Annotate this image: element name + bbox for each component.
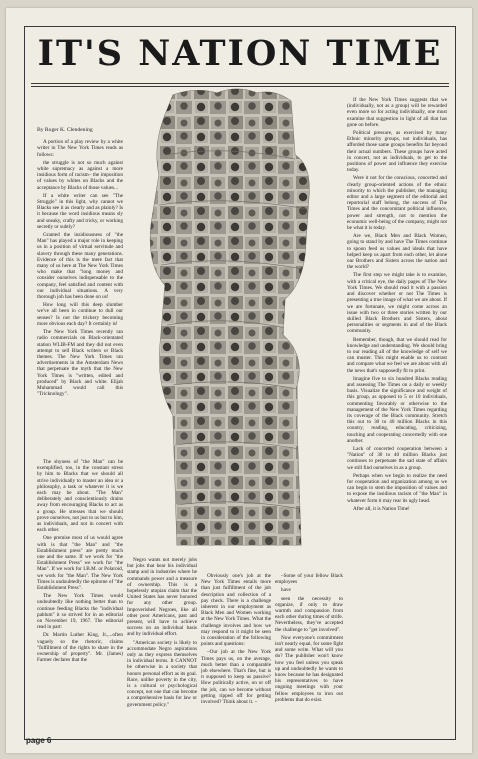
paragraph: If the New York Times suggests that we (individually, not as a group) will be rewarded even more so for acting individually, one must examine that suggestion in light of all that has gone on before. [347, 97, 447, 128]
headline-rule [31, 83, 449, 84]
paragraph: Imagine five to six hundred Blacks reading and assessing The Times on a daily or weekly basis. Visualize the significance and weight of this group, as opposed to 5 or 10 individuals, commenting favorably or otherwise to the management of the New York Times regarding its coverage of the Black community. Stretch this out to 30 to 40 million Blacks in this country, reading, educating, criticizing, touching and cooperating concertedly with one another. [347, 375, 447, 444]
paragraph: The shyness of "the Man" can be exemplified, too, in the constant stress by him to Blacks that we should all strive individually to master an idea or a philosophy, a task or whatever it is we each may be about. "The Man" deliberately and conscientiously drains away from encouraging Blacks to act as a group. He stresses that we should prove ourselves, not just to us but to him, as individuals, and not in concert with each other. [37, 459, 123, 534]
article-column-left-lower [37, 459, 123, 734]
paragraph: seen the necessity to organize, if only to draw warmth and compassion from each other during times of strife. Nevertheless, they've accepted the challenge to "get involved". [275, 595, 343, 633]
article-column-bottom-3 [275, 573, 343, 734]
article-column-bottom-2 [201, 573, 271, 734]
paragraph: A portion of a play review by a white writer in The New York Times reads as follows: [37, 139, 123, 158]
paragraph: have [281, 587, 291, 594]
raised-fist-photo-collage [125, 85, 345, 555]
paragraph: –Some of your fellow Black employees [275, 573, 343, 586]
paragraph: Dr. Martin Luther King, Jr.,...often vaguely so the rhetoric, claims "fulfillment of the rights to share in the ownership of property". Mr. (James) Farmer declares that the [37, 632, 123, 664]
article-column-left [37, 127, 123, 457]
paragraph: Lack of concerted cooperation between a "Nation" of 30 to 40 million Blacks just continues to perpetuate the sad state of affairs we still find ourselves in as a group. [347, 445, 447, 471]
paragraph: the struggle is not so much against white supremacy as against a more insidious form of racism– the imposition of values by whites on Blacks and the acceptance by Blacks of those values... [37, 159, 123, 191]
paragraph: Granted the insidiousness of "the Man" has played a major role in keeping us in a position of virtual servitude and slavery through these many generations. Evidence of this is the mere fact that many of us here at The New York Times who make that "long money and consider ourselves indispensable to the company, feel satisfied and content with our individual situations. A very thorough job has been done on us! [37, 232, 123, 301]
newspaper-page [6, 8, 472, 753]
paragraph: Are we, Black Men and Black Women, going to stand by and have The Times continue to spoon feed us values and ideals that have helped keep us apart from each other, let alone our Brothers and Sisters across the nation and the world? [347, 233, 447, 271]
paragraph: If a white writer can see "The Struggle" in this light, why cannot we Blacks see it as clearly and as plainly? Is it because the word insidious means sly and sneaky, crafty and tricky, or working secretly or subtly? [37, 192, 123, 230]
paragraph: After all, it is Nation Time! [353, 505, 410, 512]
article-column-bottom-1 [127, 557, 197, 734]
page-frame [24, 26, 456, 740]
paragraph: Were it not for the conscious, concerted and clearly group-oriented actions of the ethnic minority to which the publisher, the managing editor and a large segment of the editorial and reportorial staff belong, the success of The Times and the concomitant political influence, power and strength, not to mention the economic well-being of the company, might not be what it is today. [347, 175, 447, 232]
page-number: page 6 [26, 736, 52, 745]
paragraph: How long will this deep slumber we've all been in continue to dull our senses? Is not the trickery becoming more obvious each day? It certainly is! [37, 302, 123, 327]
paragraph: The New York Times recently ran radio commercials on Black-orientated station WLIB-FM and they did not even attempt to sell Black writers or Black themes. The New York Times ran advertisements in the Amsterdam News that perpetuate the myth that the New York Times is "written, edited and produced" by Black and white. Elijah Muhammad would call this "Tricknology". [37, 329, 123, 398]
byline: By Roger K. Clendening [37, 127, 93, 133]
paragraph: Obviously one's job at the New York Times entails more than just fulfillment of the job description and collection of a pay check. There is a challenge inherent in our employment as Black Men and Women working at the New York Times. What the challenge involves and how we may respond to it might be seen in consideration of the following points and questions: [201, 573, 271, 648]
paragraph: Now everyone's commitment isn't nearly equal, for some fight and some write. What will you do? The publisher won't know how you feel unless you speak up and undoubtedly he wants to know because he has designated his representatives to have ongoing meetings with your fellow employees to iron out problems that do exist. [275, 634, 343, 703]
paragraph: "American society is likely to accommodate Negro aspirations only as they express themselves in individual terms. It CANNOT be otherwise in a society that honors personal effort as its goal. Race, unlike poverty in the city, is a cultural or psychological concept, not one that can become a comprehensive basis for law or government policy." [127, 639, 197, 708]
paragraph: The first step we might take is to examine, with a critical eye, the daily pages of The New York Times. We should read it with a passion and discover whether or not The Times is presenting a true image of what we are about. If we are fortunate, we might come across an issue with two or three stories written by our skilled Black Brothers and Sisters, about personalities or segments in and of the Black community. [347, 272, 447, 335]
paragraph: Political pressure, as exercised by many Ethnic minority groups, not individuals, has afforded those same groups benefits far beyond their actual numbers. These groups have acted in concert, not as individuals, to get to the positions of power and influence they exercise today. [347, 130, 447, 174]
fist-collage-image [125, 85, 345, 555]
paragraph: Negro wants not merely jobs but jobs that bear his individual stamp and in industries where he commands power and a measure of ownership. This is a hopelessly utopian claim that the United States has never honored for any other group. Impoverished Negroes, like all other poor Americans, past and present, will have to achieve success on an individual basis and by individual effort. [127, 557, 197, 638]
paragraph: Remember, though, that we should read for knowledge and understanding. We should bring to our reading all of the knowledge of self we can muster. This might enable us to contrast and compare what we feel we are about with all the news that's supposedly fit to print. [347, 336, 447, 374]
headline: IT'S NATION TIME [37, 33, 443, 74]
article-column-right [347, 97, 447, 734]
paragraph: –Our job at the New York Times pays us, on the average, much better than a comparable job elsewhere. That's fine, but is it supposed to keep us passive? How politically active, on or off the job, can we become without getting ripped off for getting involved? Think about it. – [201, 649, 271, 706]
paragraph: One premise most of us would agree with is that "the Man" and "the Establishment press" are pretty much one and the same. If we work for "the Establishment Press" we work for "the Man". If we work for I.B.M. or Polaroid, we work for "the Man". The New York Times is undoubtedly the epitome of "the Establishment Press". [37, 535, 123, 592]
paragraph: The New York Times would undoubtedly like nothing better than to continue feeding Blacks the "individual pablum" it so strived for in an editorial on November 19, 1967. The editorial read in part: [37, 593, 123, 631]
paragraph: Perhaps when we begin to realize the need for cooperation and organization among us we can begin to stem the imposition of values and to expose the insidious racism of "the Man" in whatever form it may rear its ugly head. [347, 472, 447, 504]
